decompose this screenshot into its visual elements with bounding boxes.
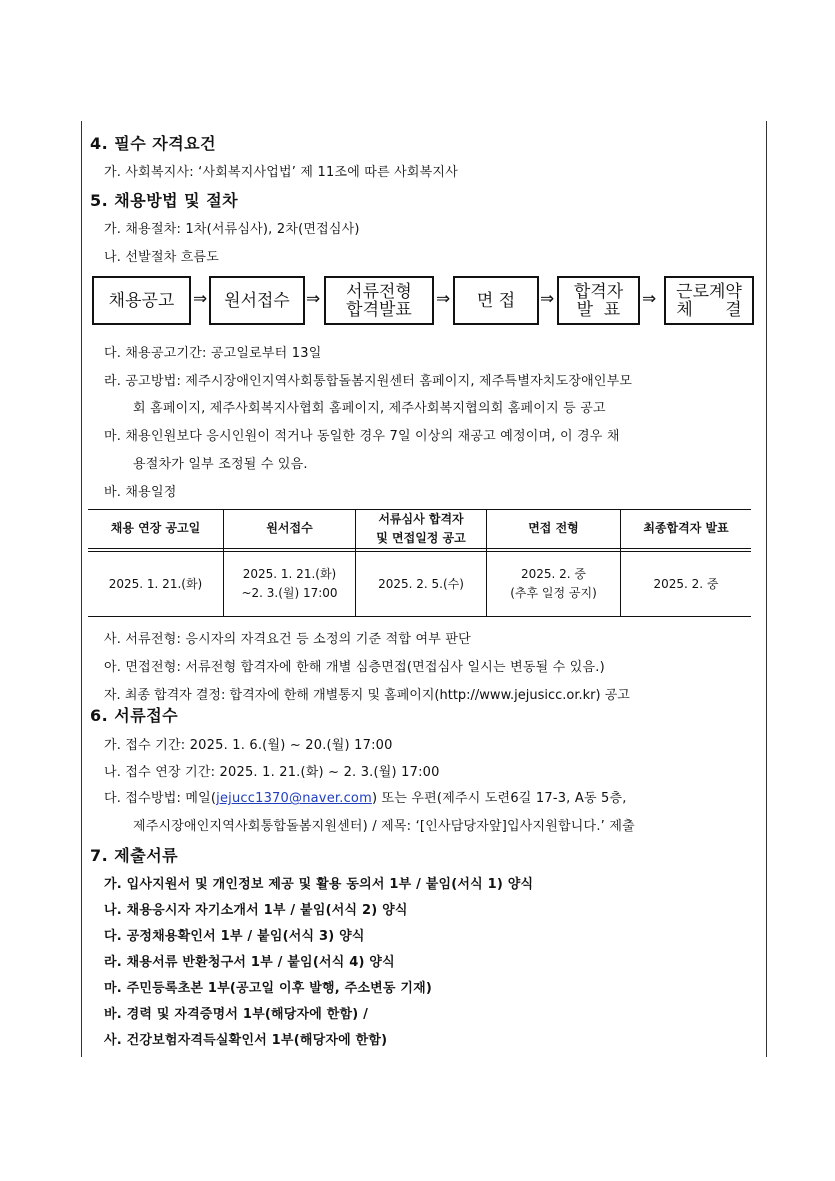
flow-step-label: 체 결 <box>676 299 742 320</box>
flow-arrow-icon: ⇒ <box>540 289 555 309</box>
flow-step-contract <box>664 276 754 325</box>
section-5-item-ra-line2: 회 홈페이지, 제주사회복지사협회 홈페이지, 제주사회복지협의회 홈페이지 등 공고 <box>133 401 606 416</box>
table-header-cell: 원서접수 <box>266 521 313 535</box>
table-header-cell: 채용 연장 공고일 <box>110 521 201 535</box>
section-7-item: 다. 공정채용확인서 1부 / 붙임(서식 3) 양식 <box>104 929 365 944</box>
section-7-item: 마. 주민등록초본 1부(공고일 이후 발행, 주소변동 기재) <box>104 981 433 996</box>
flow-arrow-icon: ⇒ <box>642 289 657 309</box>
table-cell <box>224 552 355 616</box>
table-header-line: 및 면접일정 공고 <box>376 530 466 545</box>
email-link[interactable]: jejucc1370@naver.com <box>216 791 372 806</box>
flow-step-label: 발 표 <box>576 299 621 320</box>
table-header-cell: 면접 전형 <box>528 521 579 535</box>
table-cell-line: 2025. 1. 21.(화) <box>242 567 337 581</box>
flow-step-label: 서류전형 <box>346 281 412 302</box>
table-header-divider <box>88 548 751 549</box>
table-bottom-border <box>88 616 751 617</box>
table-header-cell <box>356 509 486 548</box>
flow-step-label: 합격자 <box>573 281 624 302</box>
section-5-title: 5. 채용방법 및 절차 <box>90 191 239 210</box>
flow-step-label: 채용공고 <box>108 290 175 311</box>
table-cell: 2025. 2. 중 <box>653 576 719 591</box>
section-5-item-da: 다. 채용공고기간: 공고일로부터 13일 <box>104 346 322 361</box>
flow-step-label: 합격발표 <box>346 299 412 320</box>
section-6-item-na: 나. 접수 연장 기간: 2025. 1. 21.(화) ~ 2. 3.(월) 17:00 <box>104 765 440 780</box>
section-6-item-da-line1 <box>104 787 627 806</box>
section-5-item-ja: 자. 최종 합격자 결정: 합격자에 한해 개별통지 및 홈페이지(http://www.jejusicc.or.kr) 공고 <box>104 688 630 703</box>
section-6-title: 6. 서류접수 <box>90 706 179 725</box>
section-7-item: 사. 건강보험자격득실확인서 1부(해당자에 한함) <box>104 1033 388 1048</box>
section-5-item-ra-line1: 라. 공고방법: 제주시장애인지역사회통합돌봄지원센터 홈페이지, 제주특별자치도장애인부모 <box>104 374 633 389</box>
text-segment: ) 또는 우편(제주시 도련6길 17-3, A동 5층, <box>371 791 627 806</box>
flow-step-document-result <box>324 276 434 325</box>
section-7-item: 바. 경력 및 자격증명서 1부(해당자에 한함) / <box>104 1007 369 1022</box>
section-5-item-ga: 가. 채용절차: 1차(서류심사), 2차(면접심사) <box>104 222 360 237</box>
section-5-item-sa: 사. 서류전형: 응시자의 자격요건 등 소정의 기준 적합 여부 판단 <box>104 632 471 647</box>
table-cell-line: 2025. 2. 중 <box>520 567 587 581</box>
flow-step-label: 면 접 <box>476 290 516 311</box>
section-6-item-da-line2: 제주시장애인지역사회통합돌봄지원센터) / 제목: ‘[인사담당자앞]입사지원합니다.’ 제출 <box>133 819 635 834</box>
section-5-item-ma-line1: 마. 채용인원보다 응시인원이 적거나 동일한 경우 7일 이상의 재공고 예정이며, 이 경우 채 <box>104 429 620 444</box>
table-cell: 2025. 1. 21.(화) <box>108 576 203 591</box>
flow-arrow-icon: ⇒ <box>193 289 208 309</box>
section-4-item-ga: 가. 사회복지사: ‘사회복지사업법’ 제 11조에 따른 사회복지사 <box>104 165 458 180</box>
flow-step-label: 근로계약 <box>676 281 742 302</box>
table-header-line: 서류심사 합격자 <box>378 511 464 526</box>
section-5-item-a: 아. 면접전형: 서류전형 합격자에 한해 개별 심층면접(면접심사 일시는 변동될 수 있음.) <box>104 660 605 675</box>
flow-arrow-icon: ⇒ <box>306 289 321 309</box>
text-segment: 다. 접수방법: 메일( <box>104 791 217 806</box>
flow-step-final-announcement <box>557 276 640 325</box>
section-5-item-ba: 바. 채용일정 <box>104 485 177 500</box>
table-cell-line: (추후 일정 공지) <box>510 586 597 600</box>
section-7-item: 나. 채용응시자 자기소개서 1부 / 붙임(서식 2) 양식 <box>104 903 408 918</box>
section-7-item: 가. 입사지원서 및 개인정보 제공 및 활용 동의서 1부 / 붙임(서식 1) 양식 <box>104 877 534 892</box>
flow-step-recruit-notice <box>92 276 191 325</box>
section-5-item-ma-line2: 용절차가 일부 조정될 수 있음. <box>133 457 308 472</box>
flow-step-application <box>209 276 305 325</box>
section-6-item-ga: 가. 접수 기간: 2025. 1. 6.(월) ~ 20.(월) 17:00 <box>104 738 393 753</box>
flow-arrow-icon: ⇒ <box>436 289 451 309</box>
section-7-item: 라. 채용서류 반환청구서 1부 / 붙임(서식 4) 양식 <box>104 955 395 970</box>
table-header-cell: 최종합격자 발표 <box>643 521 729 535</box>
flow-step-interview <box>453 276 539 325</box>
table-cell <box>487 552 620 616</box>
table-cell: 2025. 2. 5.(수) <box>378 576 464 591</box>
section-4-title: 4. 필수 자격요건 <box>90 134 217 153</box>
table-cell-line: ~2. 3.(월) 17:00 <box>241 586 338 600</box>
section-7-title: 7. 제출서류 <box>90 846 179 865</box>
flow-step-label: 원서접수 <box>224 290 290 311</box>
section-5-item-na: 나. 선발절차 흐름도 <box>104 250 220 265</box>
